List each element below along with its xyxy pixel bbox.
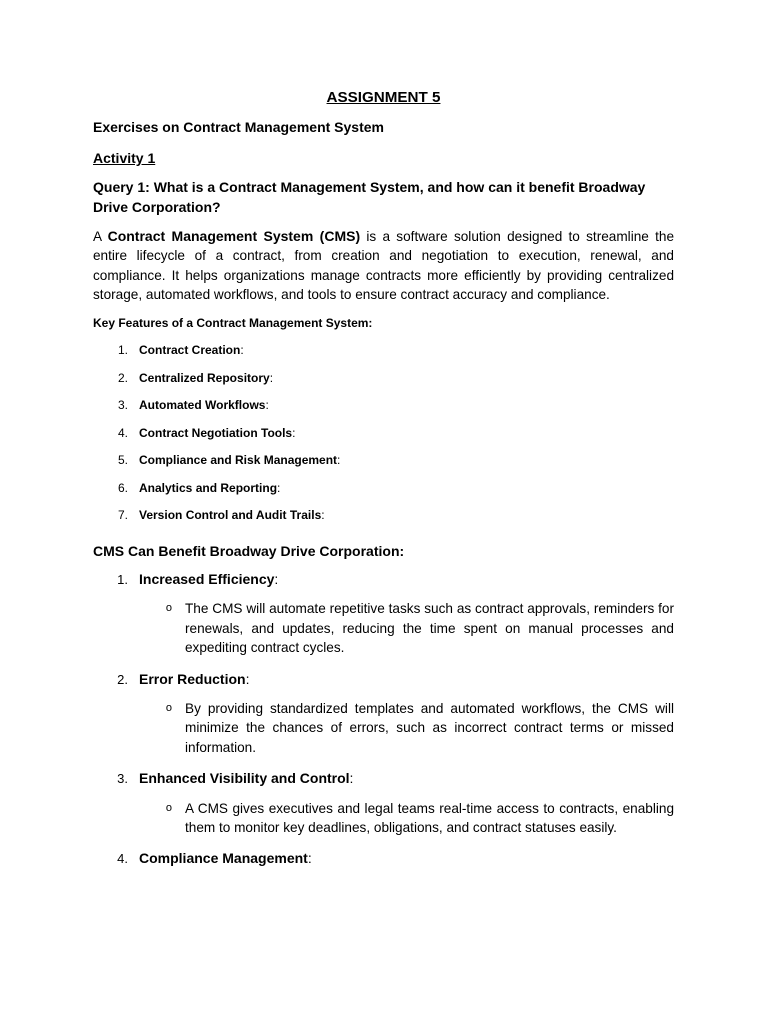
benefit-detail: A CMS gives executives and legal teams real-time access to contracts, enabling them to monitor key deadlines, obligations, and contract statuses easily. xyxy=(185,800,674,836)
benefit-detail: By providing standardized templates and automated workflows, the CMS will minimize the chances of errors, such as incorrect contract terms or missed information. xyxy=(185,701,674,755)
feature-suffix: : xyxy=(265,398,269,413)
list-number: 1. xyxy=(117,343,128,358)
benefits-heading: CMS Can Benefit Broadway Drive Corporation: xyxy=(93,542,405,559)
list-number: 2. xyxy=(117,671,128,687)
feature-label: Contract Creation xyxy=(139,343,241,358)
bullet-marker: o xyxy=(165,801,172,814)
benefit-label: Error Reduction xyxy=(139,670,246,687)
list-number: 2. xyxy=(117,370,128,385)
list-number: 4. xyxy=(117,851,128,867)
intro-paragraph xyxy=(93,227,674,305)
bullet-marker: o xyxy=(165,602,172,615)
list-number: 3. xyxy=(117,771,128,787)
benefit-suffix: : xyxy=(307,850,312,867)
list-item xyxy=(93,341,674,369)
list-number: 6. xyxy=(117,480,128,495)
assignment-title: ASSIGNMENT 5 xyxy=(326,89,441,106)
feature-suffix: : xyxy=(321,508,325,523)
feature-label: Automated Workflows xyxy=(139,398,266,413)
list-item xyxy=(93,396,674,424)
feature-label: Contract Negotiation Tools xyxy=(139,425,293,440)
bullet-marker: o xyxy=(165,702,172,714)
benefit-detail: The CMS will automate repetitive tasks such as contract approvals, reminders for renewals, and updates, reducing the time spent on manual processes and expediting contract cycles. xyxy=(185,601,674,656)
list-item xyxy=(93,506,674,534)
benefits-list xyxy=(93,570,674,869)
list-item xyxy=(93,849,674,868)
key-features-heading: Key Features of a Contract Management System: xyxy=(93,315,373,330)
list-item xyxy=(93,369,674,397)
feature-suffix: : xyxy=(269,370,274,385)
document-body xyxy=(93,88,674,879)
activity-heading: Activity 1 xyxy=(93,149,156,166)
feature-suffix: : xyxy=(277,480,281,495)
benefit-label: Increased Efficiency xyxy=(139,570,275,587)
benefit-suffix: : xyxy=(245,670,250,687)
list-item xyxy=(93,670,674,758)
list-item xyxy=(93,769,674,837)
benefit-label: Enhanced Visibility and Control xyxy=(139,770,350,787)
exercise-subtitle: Exercises on Contract Management System xyxy=(93,119,384,136)
intro-rest: is a software solution designed to streamline the entire lifecycle of a contract, from creation and negotiation to execution, renewal, and compliance. It helps organizations manage contracts more efficiently by providing centralized storage, automated workflows, and tools to ensure contract accuracy and compliance. xyxy=(93,229,675,303)
key-features-list xyxy=(93,341,674,534)
list-item xyxy=(93,424,674,452)
benefit-suffix: : xyxy=(274,570,279,587)
feature-label: Version Control and Audit Trails xyxy=(139,508,322,523)
feature-suffix: : xyxy=(292,425,296,440)
list-number: 5. xyxy=(117,453,128,468)
feature-suffix: : xyxy=(240,343,244,358)
query-heading: Query 1: What is a Contract Management System, and how can it benefit Broadway Drive Corporation? xyxy=(93,179,646,215)
benefit-suffix: : xyxy=(349,770,354,787)
list-number: 3. xyxy=(117,398,128,413)
feature-label: Analytics and Reporting xyxy=(139,480,278,495)
list-item xyxy=(93,451,674,479)
benefit-label: Compliance Management xyxy=(139,850,308,867)
list-item xyxy=(93,479,674,507)
list-number: 7. xyxy=(117,508,128,523)
intro-lead: A xyxy=(93,229,108,245)
intro-term: Contract Management System (CMS) xyxy=(107,228,361,245)
list-item xyxy=(93,570,674,658)
feature-suffix: : xyxy=(337,453,341,468)
list-number: 4. xyxy=(117,425,128,440)
feature-label: Centralized Repository xyxy=(139,370,270,385)
feature-label: Compliance and Risk Management xyxy=(139,453,338,468)
list-number: 1. xyxy=(117,571,128,587)
